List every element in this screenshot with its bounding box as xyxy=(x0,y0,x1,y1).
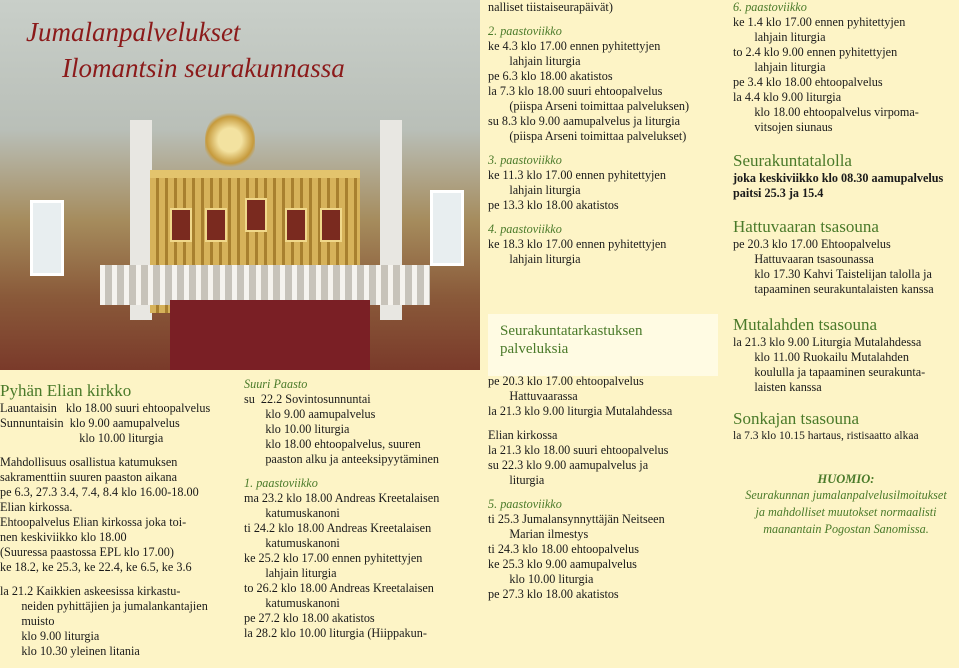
banner-heading xyxy=(488,314,718,358)
text-line xyxy=(488,144,728,153)
text-line: muisto xyxy=(0,614,55,628)
text-line xyxy=(0,575,240,584)
text-line: Hattuvaarassa xyxy=(488,389,578,403)
section-heading: Pyhän Elian kirkko xyxy=(0,381,132,400)
text-line: (Suuressa paastossa EPL klo 17.00) xyxy=(0,545,174,559)
text-line: pe 6.3, 27.3 3.4, 7.4, 8.4 klo 16.00-18.00 xyxy=(0,485,199,499)
text-line: klo 9.00 aamupalvelus xyxy=(244,407,376,421)
text-line: la 21.3 klo 9.00 Liturgia Mutalahdessa xyxy=(733,335,922,349)
heading-seurakuntatalo: Seurakuntatalolla xyxy=(733,151,852,170)
text-line: to 26.2 klo 18.00 Andreas Kreetalaisen xyxy=(244,581,434,595)
text-line: pe 3.4 klo 18.00 ehtoopalvelus xyxy=(733,75,883,89)
text-line: Sunnuntaisin klo 9.00 aamupalvelus xyxy=(0,416,180,430)
schedule-text xyxy=(244,377,486,641)
text-line: Lauantaisin klo 18.00 suuri ehtoopalvelus xyxy=(0,401,211,415)
text-line: lahjain liturgia xyxy=(488,252,581,266)
column-inspection xyxy=(488,374,728,602)
text-line: liturgia xyxy=(488,473,545,487)
mutalahti-text xyxy=(733,335,959,395)
text-line: (piispa Arseni toimittaa palvelukset) xyxy=(488,129,687,143)
text-line: klo 9.00 liturgia xyxy=(0,629,100,643)
text-line: 4. paastoviikko xyxy=(488,222,562,236)
text-line: vitsojen siunaus xyxy=(733,120,833,134)
altar-rail xyxy=(100,265,430,305)
text-line: la 4.4 klo 9.00 liturgia xyxy=(733,90,842,104)
text-line xyxy=(488,419,728,428)
text-line: 6. paastoviikko xyxy=(733,0,807,14)
text-line xyxy=(0,446,240,455)
text-line: ti 25.3 Jumalansynnyttäjän Neitseen xyxy=(488,512,665,526)
hattuvaara-text xyxy=(733,237,959,297)
text-line: neiden pyhittäjien ja jumalankantajien xyxy=(0,599,208,613)
church-interior-photo xyxy=(0,0,480,370)
window xyxy=(30,200,64,276)
text-line: nalliset tiistaiseurapäivät) xyxy=(488,0,613,14)
text-line xyxy=(488,213,728,222)
text-line: katumuskanoni xyxy=(244,536,340,550)
text-line: Ehtoopalvelus Elian kirkossa joka toi- xyxy=(0,515,187,529)
text-line: la 7.3 klo 18.00 suuri ehtoopalvelus xyxy=(488,84,663,98)
text-line: to 2.4 klo 9.00 ennen pyhitettyjen xyxy=(733,45,898,59)
banner-line-2: palveluksia xyxy=(500,341,569,357)
schedule-text xyxy=(488,374,728,602)
text-line: su 8.3 klo 9.00 aamupalvelus ja liturgia xyxy=(488,114,681,128)
text-line: sakramenttiin suuren paaston aikana xyxy=(0,470,177,484)
chandelier xyxy=(205,110,255,170)
text-line: pe 6.3 klo 18.00 akatistos xyxy=(488,69,613,83)
text-line: ja mahdolliset muutokset normaalisti xyxy=(755,505,937,519)
heading-mutalahti: Mutalahden tsasouna xyxy=(733,315,877,334)
text-line: Elian kirkossa xyxy=(488,428,558,442)
text-line: klo 17.30 Kahvi Taistelijan talolla ja xyxy=(733,267,932,281)
column-other-chapels xyxy=(733,0,959,538)
text-line: ti 24.3 klo 18.00 ehtoopalvelus xyxy=(488,542,639,556)
column-suuri-paasto xyxy=(244,377,486,641)
text-line: pe 20.3 klo 17.00 ehtoopalvelus xyxy=(488,374,644,388)
page-title xyxy=(26,14,345,86)
text-line: ke 18.3 klo 17.00 ennen pyhitettyjen xyxy=(488,237,667,251)
text-line: paaston alku ja anteeksipyytäminen xyxy=(244,452,439,466)
title-line-1: Jumalanpalvelukset xyxy=(26,17,241,47)
text-line: pe 20.3 klo 17.00 Ehtoopalvelus xyxy=(733,237,891,251)
text-line xyxy=(488,15,728,24)
text-line: lahjain liturgia xyxy=(733,60,826,74)
text-line: pe 27.2 klo 18.00 akatistos xyxy=(244,611,375,625)
banner-line-1: Seurakuntatarkastuksen xyxy=(500,323,643,339)
window xyxy=(430,190,464,266)
schedule-text xyxy=(488,0,728,267)
column-paastoviikot xyxy=(488,0,728,267)
text-line: Hattuvaaran tsasounassa xyxy=(733,252,874,266)
title-line-2: Ilomantsin seurakunnassa xyxy=(62,53,345,83)
text-line: ke 25.3 klo 9.00 aamupalvelus xyxy=(488,557,637,571)
text-line: 2. paastoviikko xyxy=(488,24,562,38)
heading-sonkaja: Sonkajan tsasouna xyxy=(733,409,860,428)
inspection-banner xyxy=(488,314,718,376)
carpet xyxy=(170,300,370,370)
text-line: Elian kirkossa. xyxy=(0,500,73,514)
text-line: Seurakunnan jumalanpalvelusilmoitukset xyxy=(745,488,947,502)
text-line: Mahdollisuus osallistua katumuksen xyxy=(0,455,178,469)
text-line: la 28.2 klo 10.00 liturgia (Hiippakun- xyxy=(244,626,427,640)
text-line: pe 13.3 klo 18.00 akatistos xyxy=(488,198,619,212)
text-line: ke 11.3 klo 17.00 ennen pyhitettyjen xyxy=(488,168,666,182)
text-line: lahjain liturgia xyxy=(244,566,337,580)
text-line: 5. paastoviikko xyxy=(488,497,562,511)
text-line: klo 11.00 Ruokailu Mutalahden xyxy=(733,350,909,364)
text-line: paitsi 25.3 ja 15.4 xyxy=(733,186,824,200)
text-line: ti 24.2 klo 18.00 Andreas Kreetalaisen xyxy=(244,521,432,535)
text-line: klo 18.00 ehtoopalvelus, suuren xyxy=(244,437,421,451)
text-line: la 21.2 Kaikkien askeesissa kirkastu- xyxy=(0,584,181,598)
text-line: klo 10.00 liturgia xyxy=(0,431,164,445)
note-text xyxy=(733,487,959,538)
text-line: 1. paastoviikko xyxy=(244,476,318,490)
text-line: ma 23.2 klo 18.00 Andreas Kreetalaisen xyxy=(244,491,440,505)
text-line: lahjain liturgia xyxy=(488,54,581,68)
text-line: katumuskanoni xyxy=(244,596,340,610)
text-line: pe 27.3 klo 18.00 akatistos xyxy=(488,587,619,601)
text-line: 3. paastoviikko xyxy=(488,153,562,167)
text-line xyxy=(244,467,486,476)
text-line: ke 25.2 klo 17.00 ennen pyhitettyjen xyxy=(244,551,423,565)
text-line: tapaaminen seurakuntalaisten kanssa xyxy=(733,282,934,296)
schedule-text xyxy=(733,0,959,135)
text-line: lahjain liturgia xyxy=(733,30,826,44)
text-line: nen keskiviikko klo 18.00 xyxy=(0,530,127,544)
sonkaja-text: la 7.3 klo 10.15 hartaus, ristisaatto alkaa xyxy=(733,430,919,442)
seurakuntatalo-text xyxy=(733,171,959,201)
text-line: katumuskanoni xyxy=(244,506,340,520)
column-elian-kirkko xyxy=(0,381,240,659)
text-line: joka keskiviikko klo 08.30 aamupalvelus xyxy=(733,171,944,185)
text-line: lahjain liturgia xyxy=(488,183,581,197)
text-line: ke 18.2, ke 25.3, ke 22.4, ke 6.5, ke 3.6 xyxy=(0,560,192,574)
text-line: ke 1.4 klo 17.00 ennen pyhitettyjen xyxy=(733,15,906,29)
text-line: la 21.3 klo 18.00 suuri ehtoopalvelus xyxy=(488,443,669,457)
text-line: klo 10.00 liturgia xyxy=(244,422,350,436)
text-line: su 22.3 klo 9.00 aamupalvelus ja xyxy=(488,458,649,472)
text-line: maanantain Pogostan Sanomissa. xyxy=(763,522,929,536)
text-line: klo 18.00 ehtoopalvelus virpoma- xyxy=(733,105,919,119)
text-line: klo 10.00 liturgia xyxy=(488,572,594,586)
text-line: la 21.3 klo 9.00 liturgia Mutalahdessa xyxy=(488,404,673,418)
text-line: ke 4.3 klo 17.00 ennen pyhitettyjen xyxy=(488,39,661,53)
heading-hattuvaara: Hattuvaaran tsasouna xyxy=(733,217,879,236)
text-line: Suuri Paasto xyxy=(244,377,308,391)
text-line: su 22.2 Sovintosunnuntai xyxy=(244,392,371,406)
text-line xyxy=(488,488,728,497)
text-line: Marian ilmestys xyxy=(488,527,589,541)
text-line: laisten kanssa xyxy=(733,380,822,394)
text-line: (piispa Arseni toimittaa palveluksen) xyxy=(488,99,690,113)
text-line: klo 10.30 yleinen litania xyxy=(0,644,140,658)
schedule-text xyxy=(0,401,240,659)
note-title: HUOMIO: xyxy=(817,472,875,486)
text-line: koululla ja tapaaminen seurakunta- xyxy=(733,365,926,379)
